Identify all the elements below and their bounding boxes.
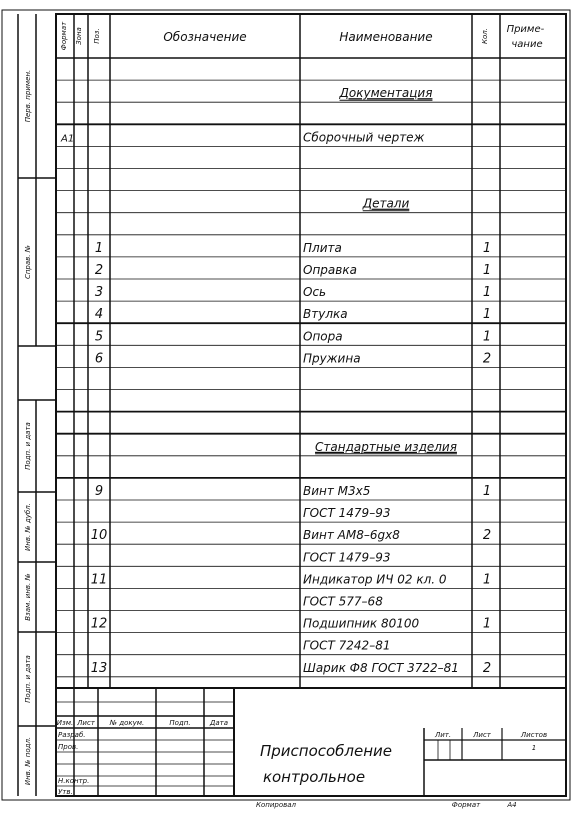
copied-label: Копировал <box>256 801 296 809</box>
row-quantity: 1 <box>482 572 492 588</box>
row-quantity: 2 <box>482 351 492 367</box>
row-position: 10 <box>90 528 108 544</box>
lit-label: Лит. <box>434 731 452 739</box>
role-developer: Разраб. <box>58 731 86 739</box>
row-format: А1 <box>61 133 75 145</box>
drawing-title-line2: контрольное <box>262 768 366 786</box>
side-label: Инв. № подл. <box>24 736 32 786</box>
col-doc: № докум. <box>109 719 145 727</box>
side-label: Справ. № <box>24 244 32 280</box>
row-position: 11 <box>90 572 108 588</box>
row-position: 5 <box>94 329 104 345</box>
header-pos: Поз. <box>93 28 101 44</box>
role-checker: Пров. <box>58 743 79 751</box>
row-name: ГОСТ 7242–81 <box>303 638 391 653</box>
header-qty: Кол. <box>481 28 489 44</box>
row-position: 2 <box>94 263 104 278</box>
row-name: ГОСТ 1479–93 <box>303 550 391 565</box>
sheets-value: 1 <box>531 744 537 752</box>
sheet-frame <box>2 10 570 800</box>
sheet-footer <box>256 801 517 809</box>
side-labels <box>24 70 32 785</box>
side-label: Подп. и дата <box>24 422 32 470</box>
row-name: Подшипник 80100 <box>303 616 420 631</box>
section-heading-standard: Стандартные изделия <box>315 439 457 454</box>
col-sign: Подп. <box>169 719 191 727</box>
row-name: Опора <box>303 329 343 344</box>
row-name: ГОСТ 1479–93 <box>303 506 391 521</box>
side-label: Подп. и дата <box>24 655 32 703</box>
row-quantity: 1 <box>482 616 492 632</box>
title-block <box>57 719 547 796</box>
row-name: Индикатор ИЧ 02 кл. 0 <box>303 572 447 587</box>
sheets-label: Листов <box>520 731 548 739</box>
row-position: 12 <box>90 616 108 632</box>
role-normcontrol: Н.контр. <box>58 777 90 785</box>
sheet-label: Лист <box>473 731 491 739</box>
header-zone: Зона <box>75 27 83 45</box>
format-label: Формат <box>451 801 481 809</box>
row-quantity: 1 <box>482 307 492 323</box>
header-designation: Обозначение <box>163 30 247 44</box>
row-name: Винт АМ8–6gх8 <box>303 528 400 543</box>
row-quantity: 2 <box>482 660 492 676</box>
col-list: Лист <box>77 719 95 727</box>
row-position: 6 <box>94 351 104 367</box>
row-position: 1 <box>94 240 104 256</box>
row-quantity: 1 <box>482 484 492 499</box>
header-note <box>507 24 548 50</box>
row-name: Оправка <box>303 263 357 277</box>
row-name: Плита <box>303 240 342 255</box>
role-approver: Утв. <box>58 788 73 796</box>
side-label: Взам. инв. № <box>24 573 32 621</box>
spec-table-rows <box>56 80 566 677</box>
row-quantity: 1 <box>482 285 492 301</box>
row-position: 9 <box>94 484 104 499</box>
row-name: ГОСТ 577–68 <box>303 594 383 609</box>
col-izm: Изм. <box>56 719 74 727</box>
row-name: Пружина <box>303 351 361 366</box>
row-position: 3 <box>94 285 104 301</box>
header-format: Формат <box>60 21 68 51</box>
header-note-line1: Приме- <box>506 24 545 35</box>
header-note-line2: чание <box>511 39 543 50</box>
spec-table-header <box>60 21 547 50</box>
row-quantity: 2 <box>482 528 492 544</box>
section-heading-parts: Детали <box>362 196 410 211</box>
row-name: Втулка <box>303 307 348 322</box>
format-value: А4 <box>507 801 517 809</box>
row-quantity: 1 <box>482 329 492 345</box>
side-label: Инв. № дубл. <box>24 503 32 551</box>
row-name: Шарик Ф8 ГОСТ 3722–81 <box>303 660 459 675</box>
section-heading-documentation: Документация <box>339 86 433 101</box>
header-name: Наименование <box>339 30 433 44</box>
drawing-title-line1: Приспособление <box>259 742 393 760</box>
row-name: Винт М3х5 <box>303 484 371 498</box>
row-position: 13 <box>90 660 108 676</box>
spec-table-columns <box>74 14 500 688</box>
side-label: Перв. примен. <box>24 69 32 123</box>
row-name: Ось <box>303 285 327 300</box>
row-quantity: 1 <box>482 263 492 278</box>
row-name: Сборочный чертеж <box>303 130 425 145</box>
row-quantity: 1 <box>482 240 492 256</box>
row-position: 4 <box>94 307 104 323</box>
col-date: Дата <box>209 719 229 727</box>
